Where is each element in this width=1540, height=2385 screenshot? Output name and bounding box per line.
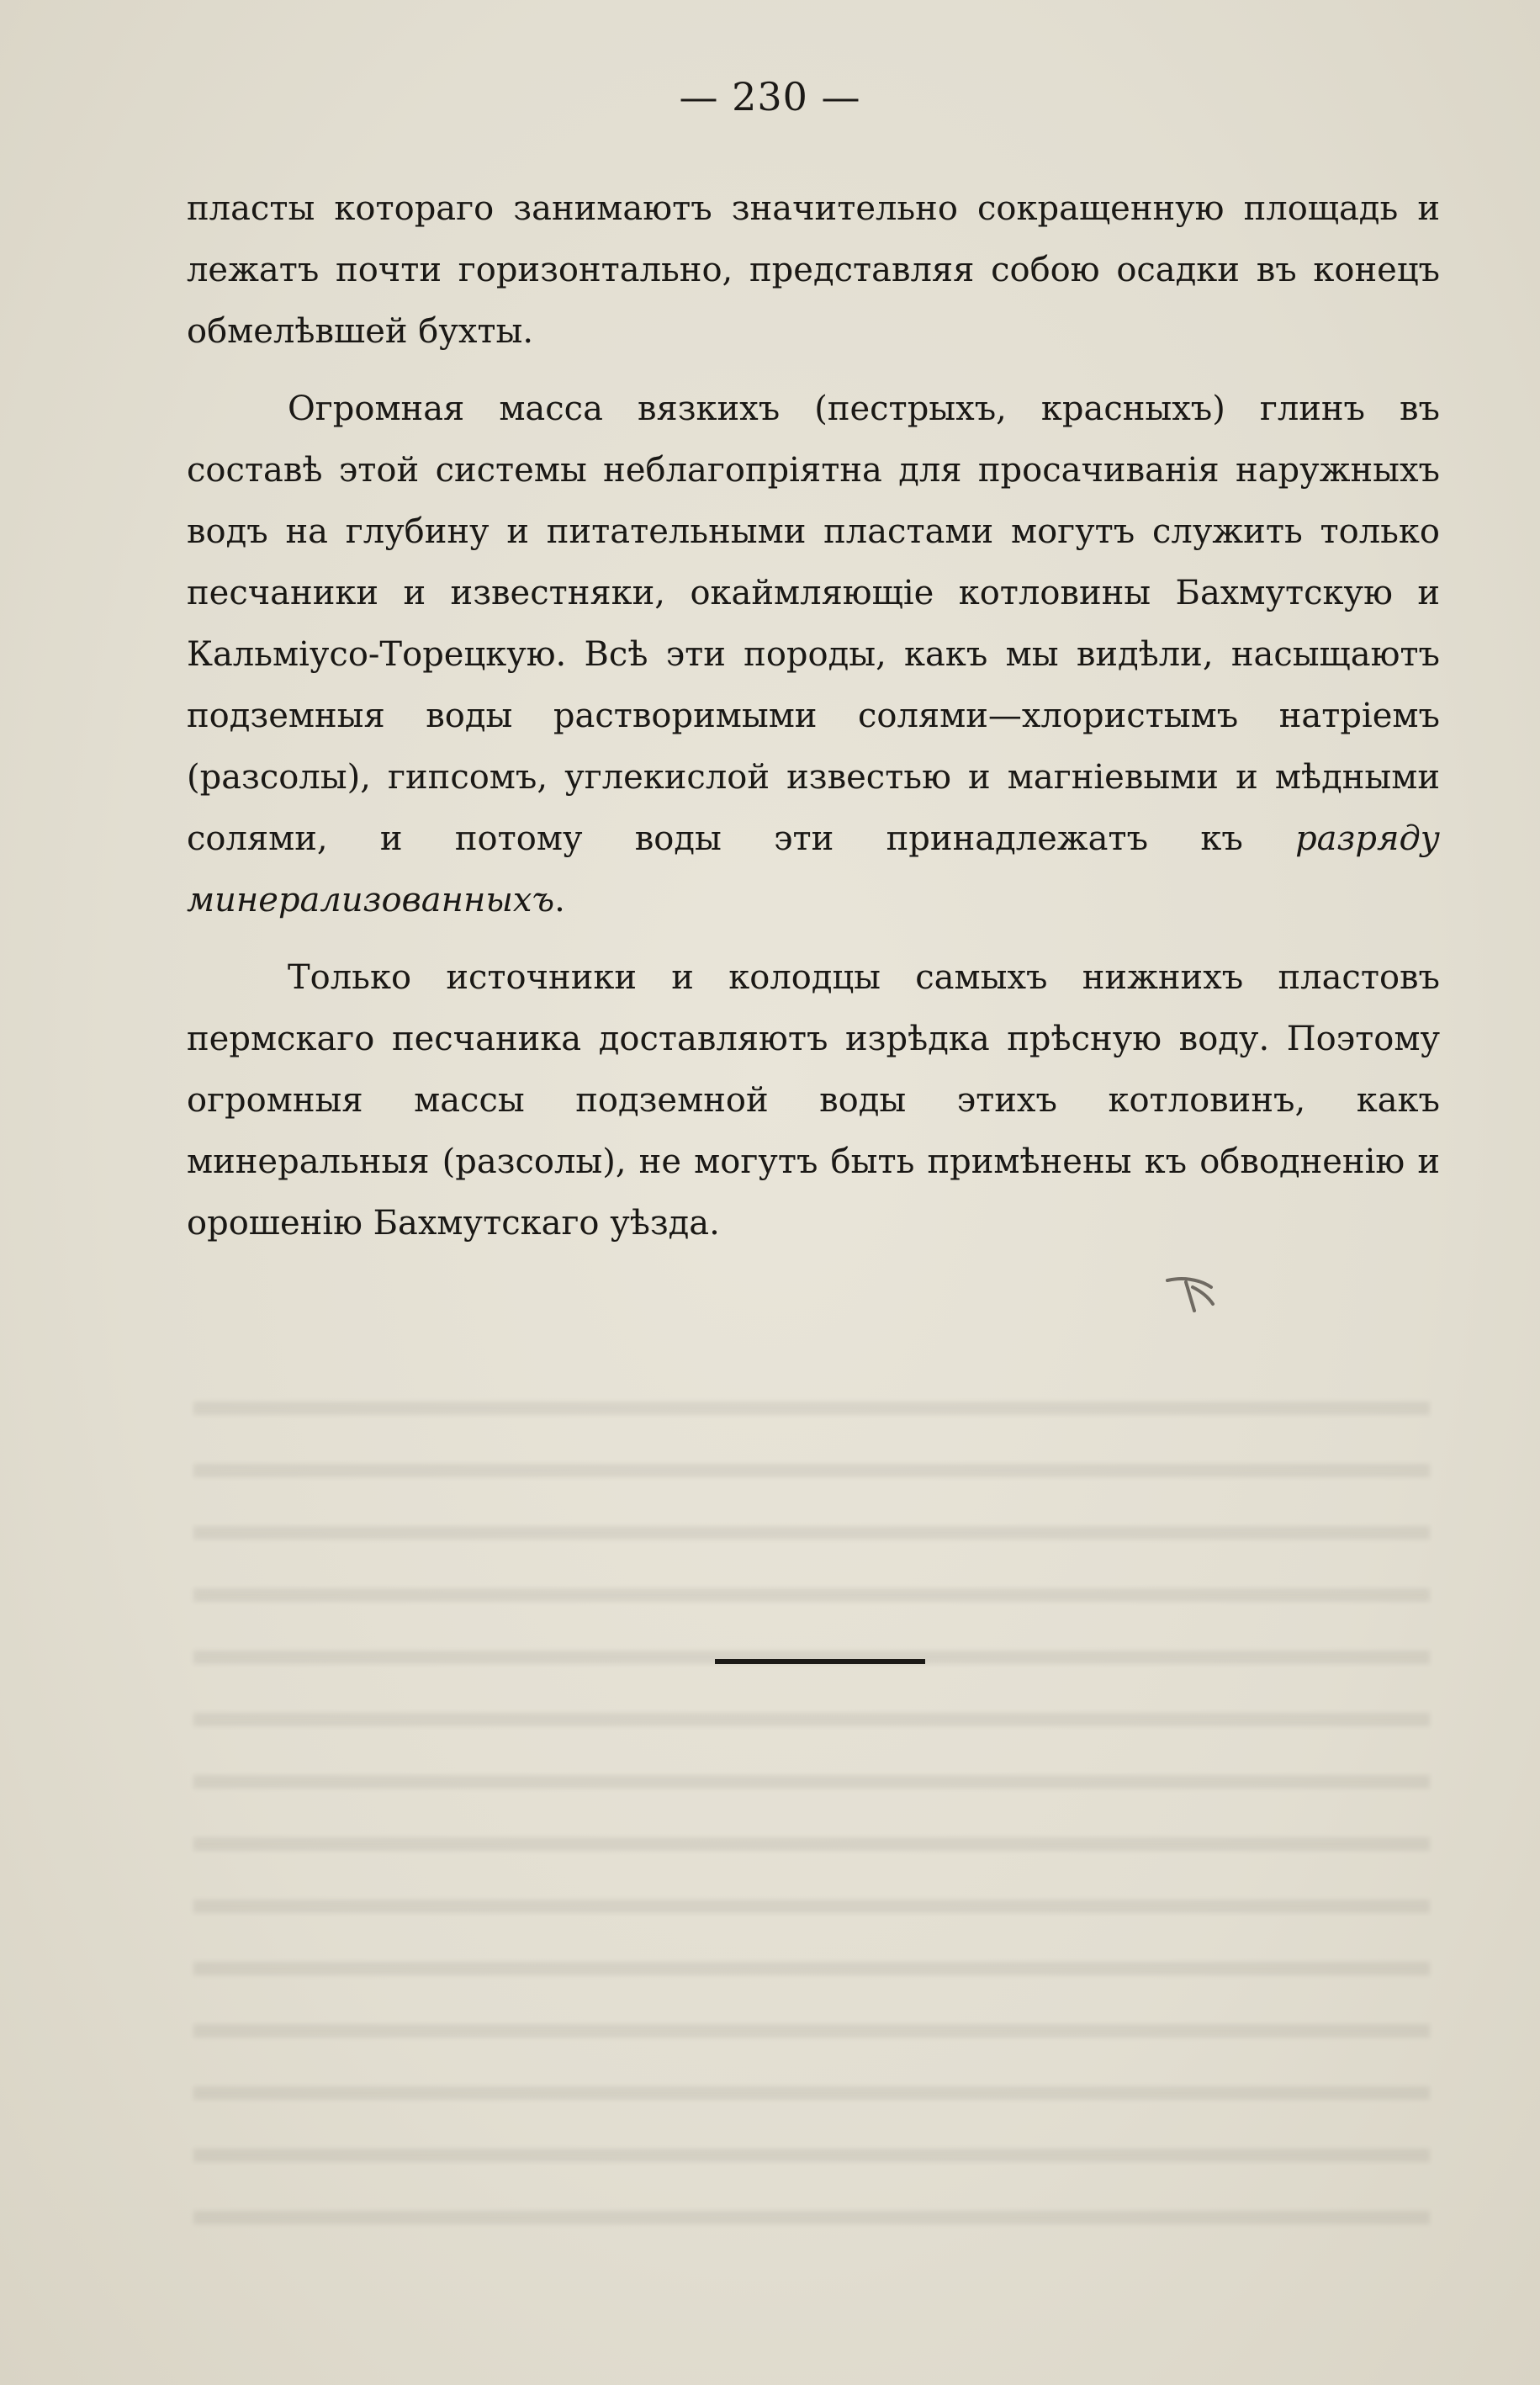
paragraph-2 [187, 379, 1440, 931]
page-number: — 230 — [679, 74, 861, 119]
paragraph-2-emphasis: разряду минерализованныхъ [187, 819, 1440, 920]
pencil-mark [1161, 1262, 1228, 1321]
paragraph-1-text: пласты котораго занимаютъ значительно сокращенную площадь и лежатъ почти горизонтально, представляя собою осадки въ конецъ обмелѣвшей бухты. [187, 189, 1440, 351]
body-text [187, 178, 1440, 1270]
paragraph-2-text: Огромная масса вязкихъ (пестрыхъ, красныхъ) глинъ въ составѣ этой системы неблагопріятна для просачиванія наружныхъ водъ на глубину и питательными пластами могутъ служить только песчаники и известняки, окаймляющіе котловины Бахмутскую и Кальміусо-Торецкую. Всѣ эти породы, какъ мы видѣли, насыщаютъ подземныя воды растворимыми солями—хлористымъ натріемъ (разсолы), гипсомъ, углекислой известью и магніевыми и мѣдными солями, и потому воды эти принадлежатъ къ [187, 390, 1440, 858]
paragraph-1 [187, 178, 1440, 363]
paragraph-3 [187, 947, 1440, 1254]
end-rule [715, 1659, 925, 1664]
paragraph-3-text: Только источники и колодцы самыхъ нижнихъ пластовъ пермскаго песчаника доставляютъ изрѣдка прѣсную воду. Поэтому огромныя массы подземной воды этихъ котловинъ, какъ минеральныя (разсолы), не могутъ быть примѣнены къ обводненію и орошенію Бахмутскаго уѣзда. [187, 958, 1440, 1243]
paragraph-2-end: . [554, 881, 565, 920]
show-through-text [193, 1363, 1430, 2271]
